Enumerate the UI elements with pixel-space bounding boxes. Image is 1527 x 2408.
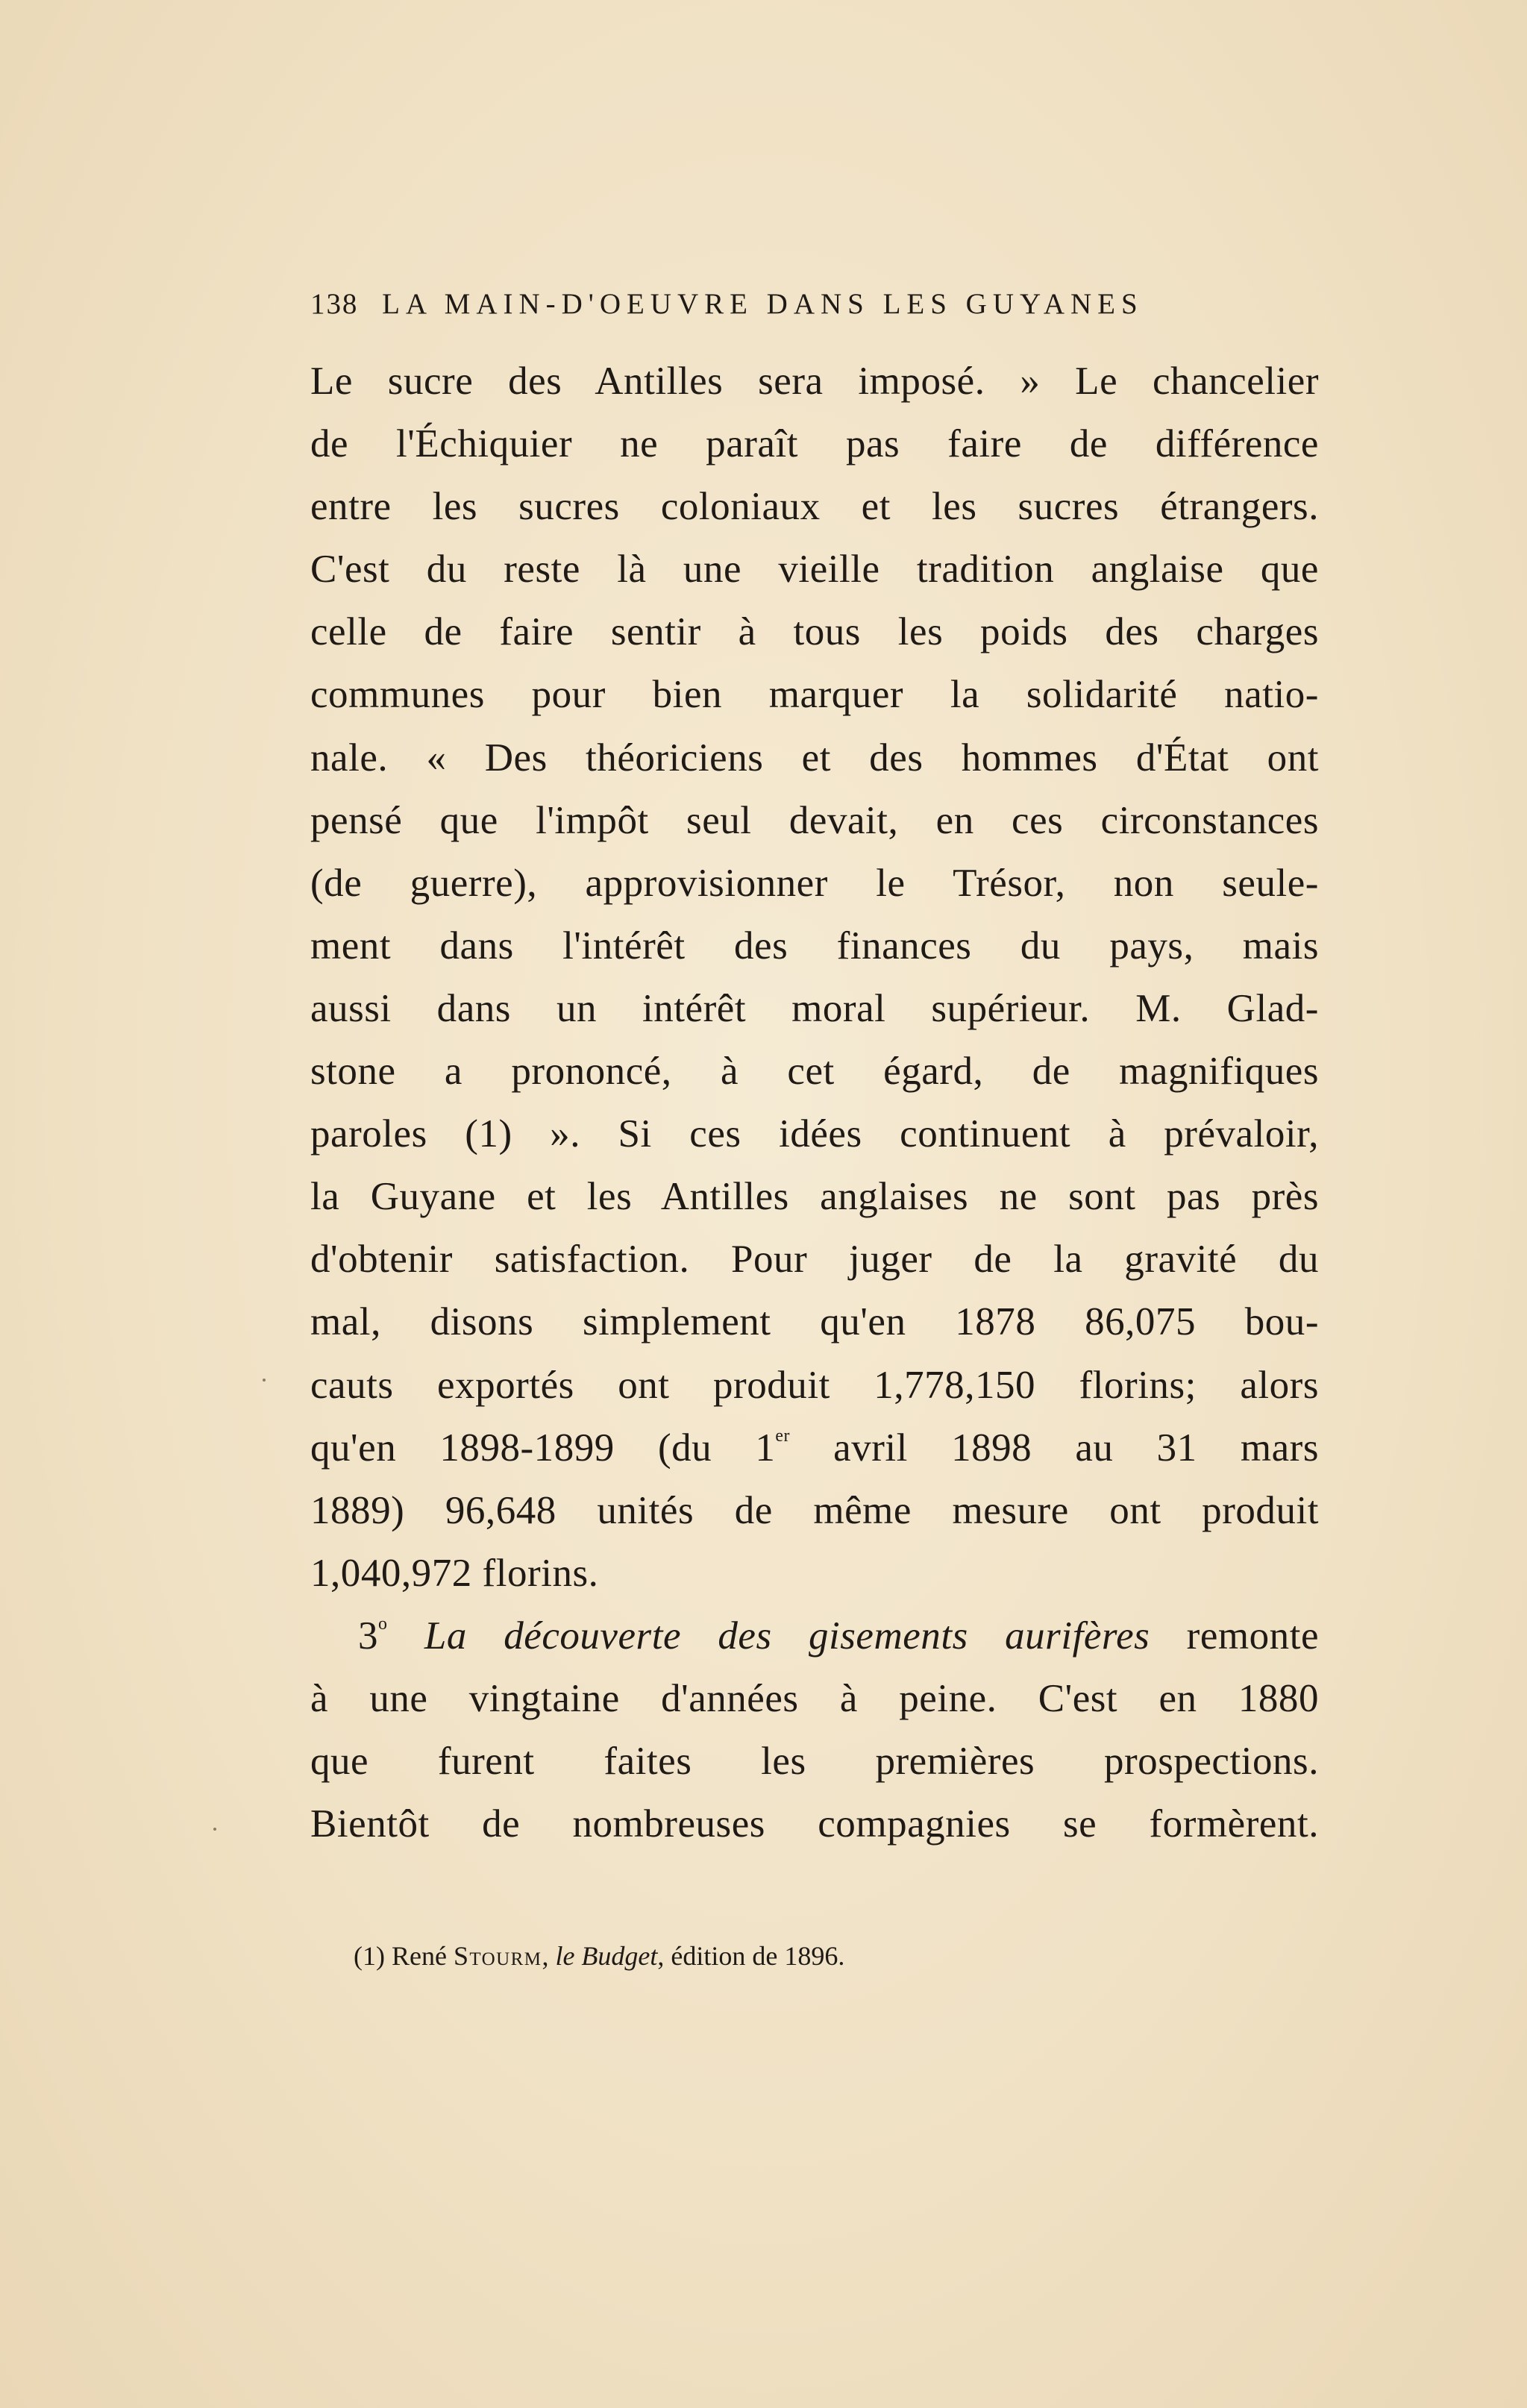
- section-number-superscript: o: [378, 1614, 388, 1634]
- text-line: communes pour bien marquer la solidarité natio-: [310, 673, 1319, 717]
- footnote-author-first: René: [391, 1941, 447, 1971]
- text-line: C'est du reste là une vieille tradition anglaise que: [310, 548, 1319, 592]
- section-number: 3: [358, 1614, 379, 1658]
- footnote-author-last: Stourm: [453, 1941, 542, 1971]
- text-line: cauts exportés ont produit 1,778,150 florins; alors: [310, 1363, 1319, 1407]
- text-line: entre les sucres coloniaux et les sucres étrangers.: [310, 485, 1319, 529]
- footnote: (1) René Stourm, le Budget, édition de 1896.: [354, 1941, 845, 1971]
- text-line: la Guyane et les Antilles anglaises ne sont pas près: [310, 1175, 1319, 1219]
- text-line: à une vingtaine d'années à peine. C'est en 1880: [310, 1676, 1319, 1720]
- line-part: qu'en 1898-1899 (du 1: [310, 1426, 776, 1470]
- text-line: Bientôt de nombreuses compagnies se formèrent.: [310, 1802, 1319, 1846]
- text-line: 1,040,972 florins.: [310, 1551, 599, 1595]
- text-line: d'obtenir satisfaction. Pour juger de la gravité du: [310, 1238, 1319, 1282]
- text-line: stone a prononcé, à cet égard, de magnifiques: [310, 1050, 1319, 1094]
- text-line: aussi dans un intérêt moral supérieur. M. Glad-: [310, 986, 1319, 1030]
- running-title: LA MAIN-D'OEUVRE DANS LES GUYANES: [382, 288, 1144, 320]
- text-line: paroles (1) ». Si ces idées continuent à prévaloir,: [310, 1112, 1319, 1156]
- text-line: Le sucre des Antilles sera imposé. » Le chancelier: [310, 360, 1319, 403]
- text-line: (de guerre), approvisionner le Trésor, non seule-: [310, 861, 1319, 905]
- text-line: [310, 1417, 1319, 1479]
- page-number: 138: [310, 288, 359, 320]
- footnote-marker: (1): [354, 1941, 385, 1971]
- paper-speck: [213, 1828, 216, 1831]
- text-line: pensé que l'impôt seul devait, en ces circonstances: [310, 798, 1319, 842]
- text-line: ment dans l'intérêt des finances du pays, mais: [310, 924, 1319, 968]
- text-line: [310, 1605, 1319, 1667]
- paper-speck: [263, 1379, 266, 1382]
- running-header: [310, 286, 1310, 323]
- text-line: nale. « Des théoriciens et des hommes d'État ont: [310, 736, 1319, 780]
- body-text: [310, 350, 1319, 1855]
- line-part: remonte: [1150, 1614, 1320, 1658]
- text-line: celle de faire sentir à tous les poids des charges: [310, 610, 1319, 654]
- footnote-title: le Budget: [555, 1941, 658, 1971]
- footnote-edition: édition de 1896.: [671, 1941, 845, 1971]
- italic-section-title: La découverte des gisements aurifères: [424, 1614, 1150, 1658]
- ordinal-superscript: er: [775, 1426, 790, 1446]
- text-line: que furent faites les premières prospections.: [310, 1740, 1319, 1784]
- text-line: de l'Échiquier ne paraît pas faire de différence: [310, 422, 1319, 466]
- text-line: 1889) 96,648 unités de même mesure ont produit: [310, 1488, 1319, 1532]
- text-line: mal, disons simplement qu'en 1878 86,075 bou-: [310, 1300, 1319, 1344]
- line-part: avril 1898 au 31 mars: [790, 1426, 1319, 1470]
